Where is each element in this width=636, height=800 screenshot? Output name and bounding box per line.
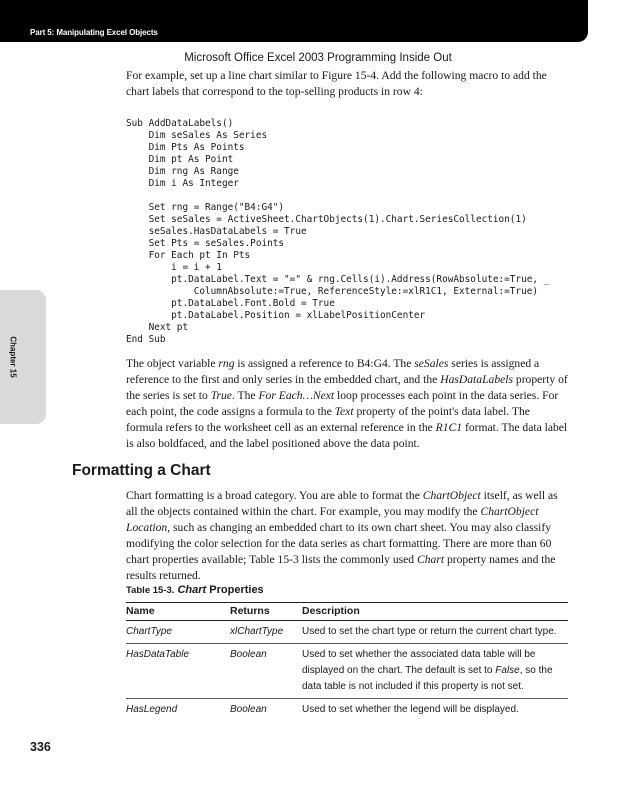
code-line: pt.DataLabel.Font.Bold = True <box>126 298 335 309</box>
running-title: Microsoft Office Excel 2003 Programming Inside Out <box>184 52 452 64</box>
table-header-row <box>126 602 568 621</box>
cell-name: ChartType <box>126 626 172 637</box>
chapter-tab <box>0 290 46 424</box>
cell-description: Used to set whether the associated data table will be displayed on the chart. The default is set to False, so the data table is not included if this property is not set. <box>302 649 553 692</box>
header-returns: Returns <box>230 605 270 617</box>
cell-description: Used to set whether the legend will be displayed. <box>302 704 519 715</box>
code-line: Dim seSales As Series <box>126 130 268 141</box>
header-description: Description <box>302 605 360 617</box>
section-paragraph: Chart formatting is a broad category. You are able to format the ChartObject itself, as well as all the objects contained within the chart. For example, you may modify the ChartObject Location, such as changing an embedded chart to its own chart sheet. You may also classify modifying the color selection for the data series as chart formatting. There are more than 60 chart properties available; Table 15-3 lists the commonly used Chart property names and the results returned. <box>126 489 558 582</box>
code-line: Dim i As Integer <box>126 178 239 189</box>
table-row <box>126 621 568 644</box>
code-line: seSales.HasDataLabels = True <box>126 226 307 237</box>
code-line: End Sub <box>126 334 166 345</box>
cell-returns: Boolean <box>230 704 267 715</box>
page-number: 336 <box>30 740 51 754</box>
code-line: For Each pt In Pts <box>126 250 251 261</box>
code-line: Set seSales = ActiveSheet.ChartObjects(1).Chart.SeriesCollection(1) <box>126 214 527 225</box>
code-line: Dim Pts As Points <box>126 142 245 153</box>
code-line: ColumnAbsolute:=True, ReferenceStyle:=xlR1C1, External:=True) <box>126 286 539 297</box>
header-name: Name <box>126 605 155 617</box>
code-line: pt.DataLabel.Text = "=" & rng.Cells(i).Address(RowAbsolute:=True, _ <box>126 274 550 285</box>
section-heading: Formatting a Chart <box>72 462 211 479</box>
code-line: Sub AddDataLabels() <box>126 118 234 129</box>
cell-name: HasLegend <box>126 704 178 715</box>
explanation-paragraph: The object variable rng is assigned a reference to B4:G4. The seSales series is assigned a reference to the first and only series in the embedded chart, and the HasDataLabels property of the series is set to True. The For Each…Next loop processes each point in the data series. For each point, the code assigns a formula to the Text property of the point's data label. The formula refers to the worksheet cell as an external reference in the R1C1 format. The data label is also boldfaced, and the label positioned above the data point. <box>126 357 568 450</box>
code-line: Dim rng As Range <box>126 166 239 177</box>
cell-returns: xlChartType <box>230 626 284 637</box>
table-caption: Table 15-3. Chart Properties <box>126 584 264 596</box>
code-line: pt.DataLabel.Position = xlLabelPositionCenter <box>126 310 426 321</box>
code-line: Set rng = Range("B4:G4") <box>126 202 285 213</box>
table-row <box>126 644 568 699</box>
chapter-tab-label: Chapter 15 <box>8 336 18 378</box>
properties-table <box>126 602 568 721</box>
code-listing <box>126 118 549 346</box>
code-line: Next pt <box>126 322 189 333</box>
code-line: Dim pt As Point <box>126 154 234 165</box>
cell-name: HasDataTable <box>126 649 190 660</box>
intro-paragraph: For example, set up a line chart similar to Figure 15-4. Add the following macro to add the chart labels that correspond to the top-selling products in row 4: <box>126 69 547 98</box>
code-line: i = i + 1 <box>126 262 222 273</box>
cell-returns: Boolean <box>230 649 267 660</box>
cell-description: Used to set the chart type or return the current chart type. <box>302 626 557 637</box>
part-label: Part 5: Manipulating Excel Objects <box>30 28 158 37</box>
table-row <box>126 699 568 721</box>
code-line: Set Pts = seSales.Points <box>126 238 285 249</box>
